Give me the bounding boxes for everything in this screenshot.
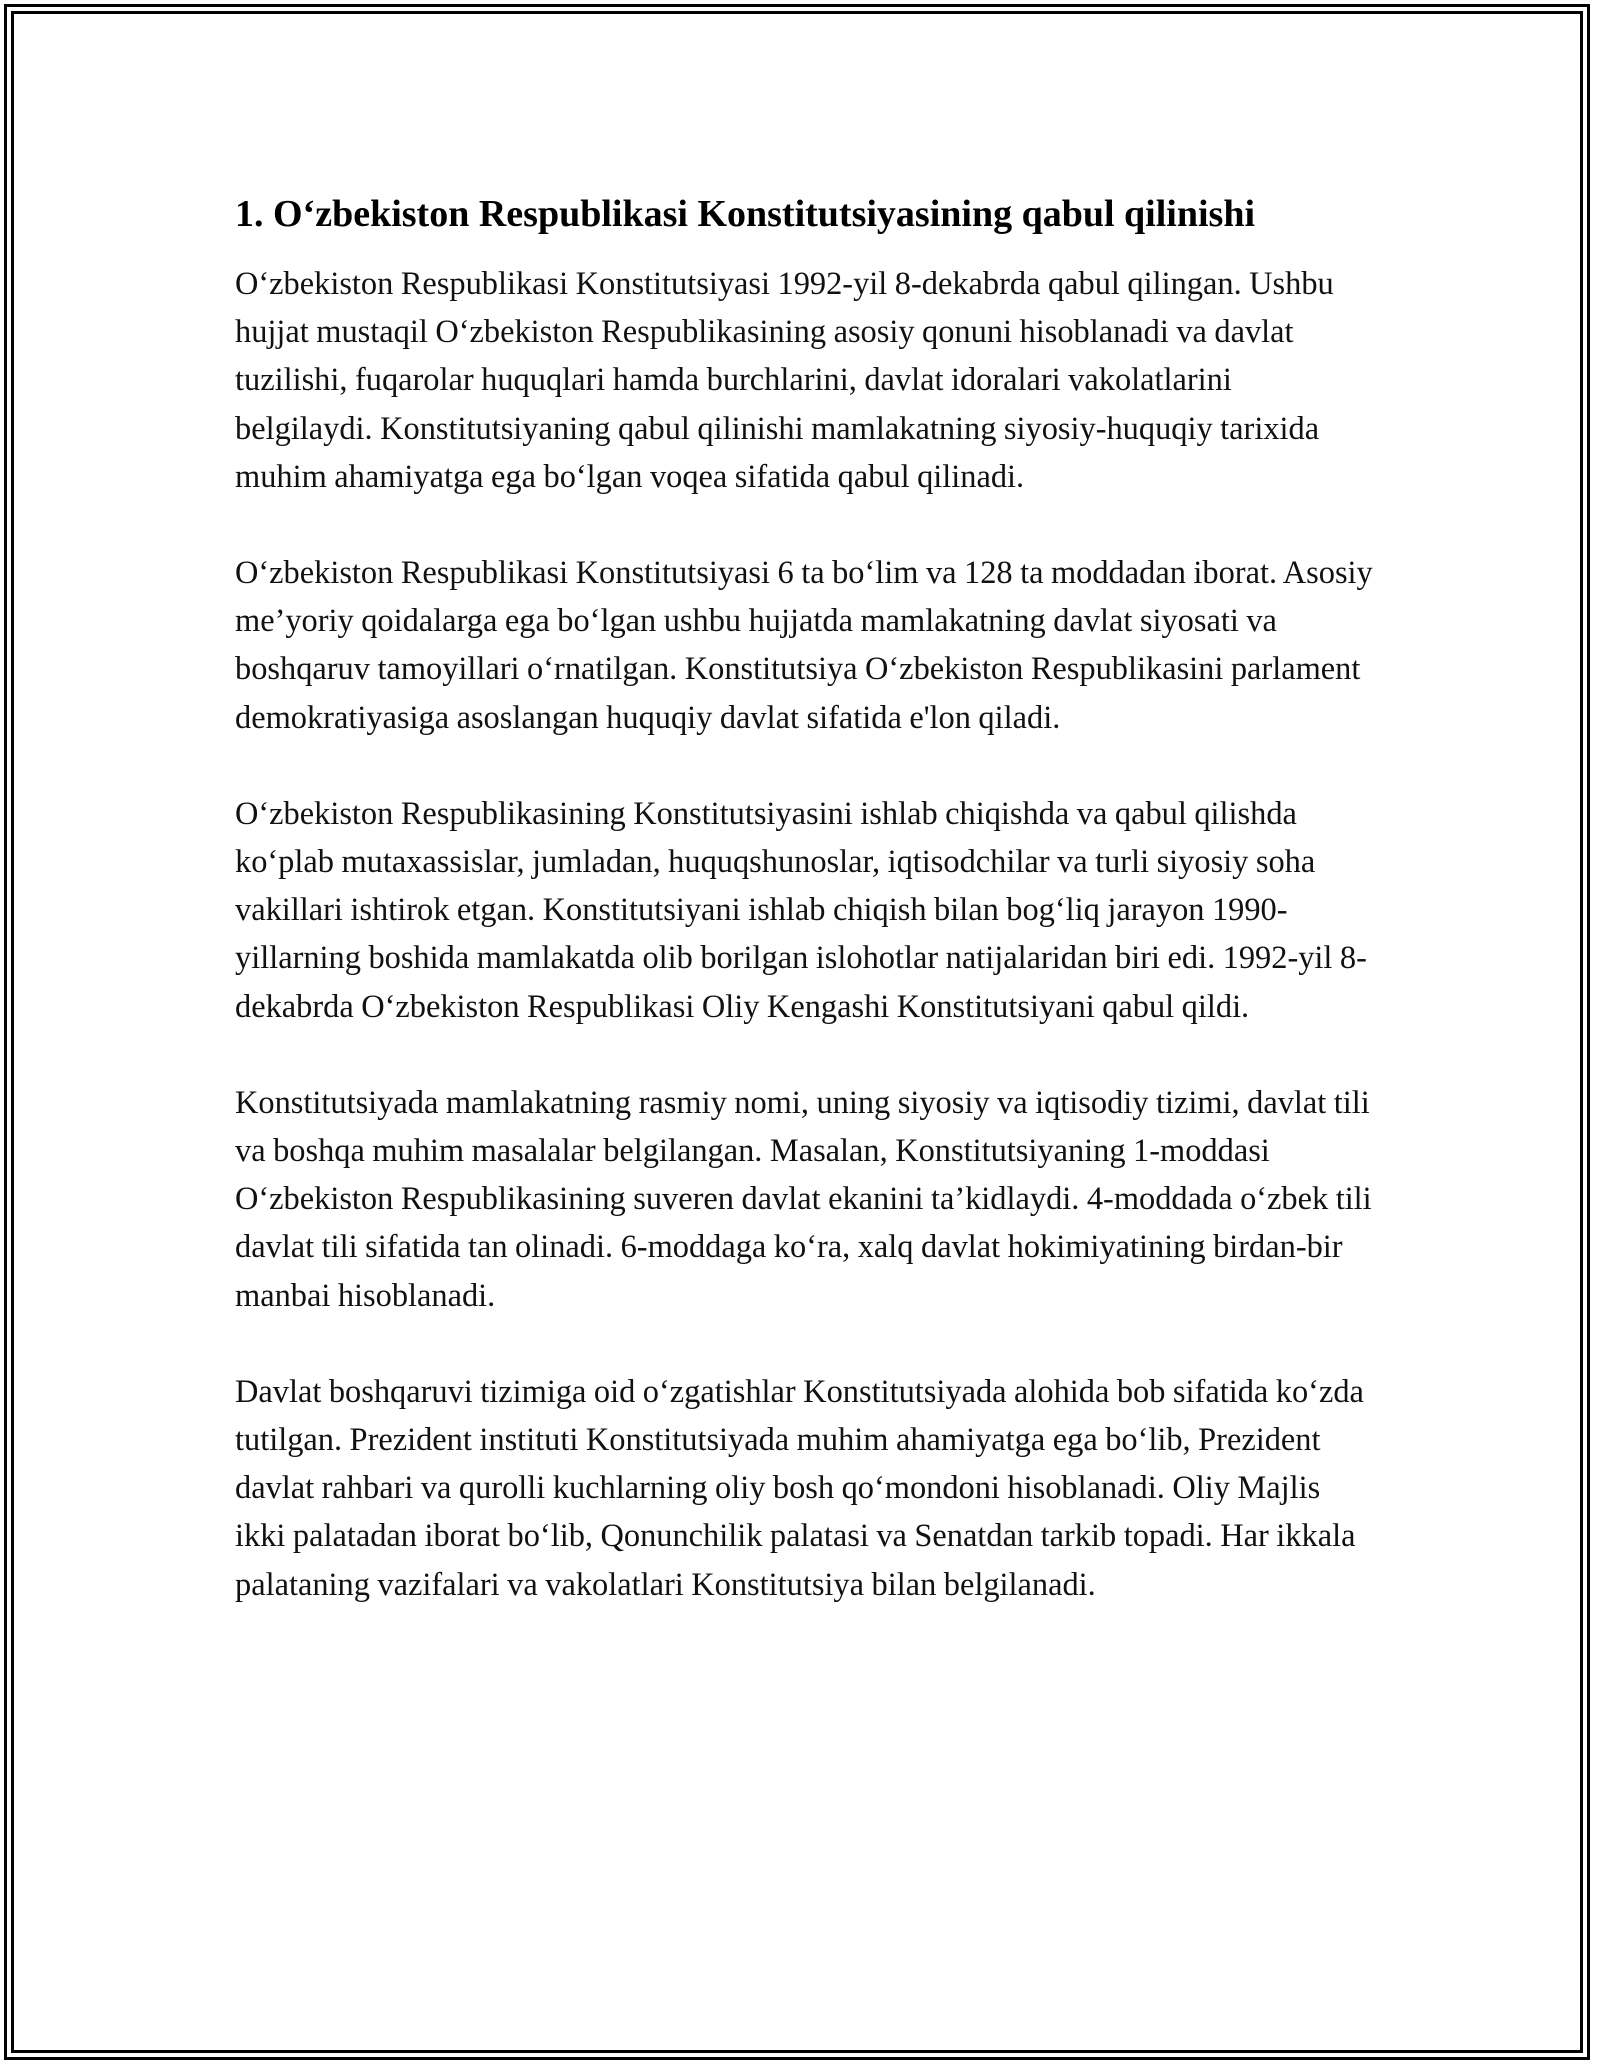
document-title: 1. O‘zbekiston Respublikasi Konstitutsiyasining qabul qilinishi xyxy=(235,193,1256,235)
document-body xyxy=(235,186,1375,1657)
paragraph-4: Konstitutsiyada mamlakatning rasmiy nomi, uning siyosiy va iqtisodiy tizimi, davlat tili va boshqa muhim masalalar belgilangan. Masalan, Konstitutsiyaning 1-moddasi O‘zbekiston Respublikasining suveren davlat ekanini ta’kidlaydi. 4-moddada o‘zbek tili davlat tili sifatida tan olinadi. 6-moddaga ko‘ra, xalq davlat hokimiyatining birdan-bir manbai hisoblanadi. xyxy=(235,1084,1372,1314)
paragraph-5: Davlat boshqaruvi tizimiga oid o‘zgatishlar Konstitutsiyada alohida bob sifatida ko‘zda tutilgan. Prezident instituti Konstitutsiyada muhim ahamiyatga ega bo‘lib, Prezident davlat rahbari va qurolli kuchlarning oliy bosh qo‘mondoni hisoblanadi. Oliy Majlis ikki palatadan iborat bo‘lib, Qonunchilik palatasi va Senatdan tarkib topadi. Har ikkala palataning vazifalari va vakolatlari Konstitutsiya bilan belgilanadi. xyxy=(235,1373,1364,1603)
paragraph-3: O‘zbekiston Respublikasining Konstitutsiyasini ishlab chiqishda va qabul qilishda ko‘plab mutaxassislar, jumladan, huquqshunoslar, iqtisodchilar va turli siyosiy soha vakillari ishtirok etgan. Konstitutsiyani ishlab chiqish bilan bog‘liq jarayon 1990-yillarning boshida mamlakatda olib borilgan islohotlar natijalaridan biri edi. 1992-yil 8-dekabrda O‘zbekiston Respublikasi Oliy Kengashi Konstitutsiyani qabul qildi. xyxy=(235,795,1367,1025)
paragraph-1: O‘zbekiston Respublikasi Konstitutsiyasi 1992-yil 8-dekabrda qabul qilingan. Ushbu hujjat mustaqil O‘zbekiston Respublikasining asosiy qonuni hisoblanadi va davlat tuzilishi, fuqarolar huquqlari hamda burchlarini, davlat idoralari vakolatlarini belgilaydi. Konstitutsiyaning qabul qilinishi mamlakatning siyosiy-huquqiy tarixida muhim ahamiyatga ega bo‘lgan voqea sifatida qabul qilinadi. xyxy=(235,266,1334,495)
paragraph-2: O‘zbekiston Respublikasi Konstitutsiyasi 6 ta bo‘lim va 128 ta moddadan iborat. Asosiy me’yoriy qoidalarga ega bo‘lgan ushbu hujjatda mamlakatning davlat siyosati va boshqaruv tamoyillari o‘rnatilgan. Konstitutsiya O‘zbekiston Respublikasini parlament demokratiyasiga asoslangan huquqiy davlat sifatida e'lon qiladi. xyxy=(235,555,1373,736)
